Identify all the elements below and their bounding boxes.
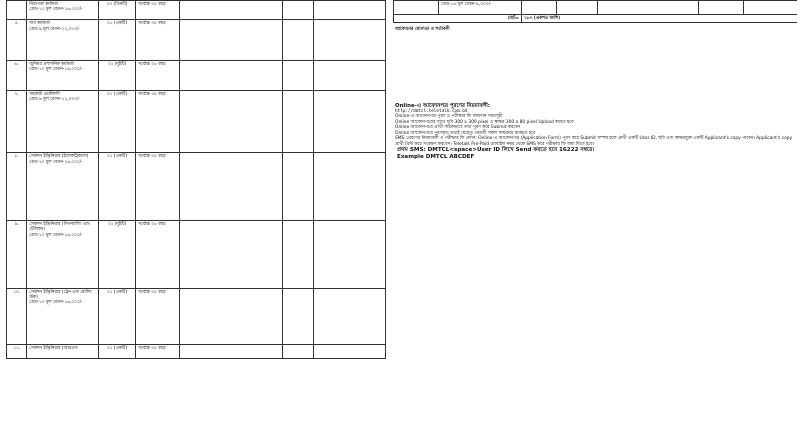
total-value: ১৮০ (একশত আশি)	[522, 14, 798, 22]
post-grade: গ্রেড-৯ মূল বেতন-২২,০০০/-	[29, 26, 80, 32]
serial-cell: ৯.	[7, 220, 27, 288]
portal-url[interactable]: http://dmtcl.teletalk.com.bd	[395, 109, 468, 115]
qualification-cell	[179, 60, 283, 90]
table-row	[7, 90, 386, 152]
serial-cell: ১১.	[7, 345, 27, 359]
quota-cell	[283, 90, 314, 152]
table-row	[7, 20, 386, 61]
count-cell: ০৩ (তিনটি)	[98, 1, 135, 20]
count-cell: ০১ (একটি)	[98, 90, 135, 152]
count-cell: ০১ (একটি)	[98, 345, 135, 359]
experience-cell	[314, 345, 386, 359]
post-grade: গ্রেড-১০ মূল বেতন-১৬,০০০/-	[29, 300, 83, 306]
post-name: সেকশন ইঞ্জিনিয়ার (ইলেকট্রিক্যাল)	[29, 154, 89, 160]
post-cell	[27, 90, 99, 152]
serial-cell: ৫.	[7, 20, 27, 61]
post-cell	[27, 1, 99, 20]
serial-cell: ৭.	[7, 90, 27, 152]
table-row	[394, 1, 798, 15]
count-cell: ০২ (দুইটি)	[98, 60, 135, 90]
quota-cell	[283, 220, 314, 288]
experience-cell	[314, 288, 386, 345]
post-grade: গ্রেড-১০ মূল বেতন-১৬,০০০/-	[29, 159, 83, 165]
experience-cell	[314, 1, 386, 20]
experience-cell	[314, 153, 386, 221]
post-grade: গ্রেড-১০ মূল বেতন-১৬,০০০/-	[29, 232, 83, 238]
post-name: সেকশন ইঞ্জিনিয়ার (ট্রেন এন্ড রোলিং স্টক)	[29, 289, 92, 300]
online-steps	[393, 114, 797, 136]
qualification-cell	[179, 90, 283, 152]
qualification-cell	[179, 1, 283, 20]
online-step: Online-এ আবেদনপত্র পূরণ ও পরীক্ষার ফি জমাদান সময়সূচী	[395, 114, 503, 120]
sms-format: প্রথম SMS: DMTCL<space>User ID লিখে Send করতে হবে 16222 নম্বরে।	[397, 146, 595, 153]
grade-text: গ্রেড-১৬ মূল বেতন-৯,৩০০/-	[441, 2, 492, 7]
post-cell	[27, 288, 99, 345]
age-limit-cell: সর্বোচ্চ ৩৫ বছর	[136, 288, 180, 345]
sms-section	[393, 136, 797, 147]
serial-cell: ৮.	[7, 153, 27, 221]
table-row	[7, 345, 386, 359]
serial-cell: ১০.	[7, 288, 27, 345]
online-step: Online আবেদনপত্রে পূরণকৃত তথ্যই যেহেতু পরবর্তী সকল কার্যক্রমে ব্যবহৃত হবে	[395, 130, 536, 136]
count-cell: ০২ (দুইটি)	[98, 220, 135, 288]
age-limit-cell: সর্বোচ্চ ৩৫ বছর	[136, 20, 180, 61]
experience-cell	[314, 90, 386, 152]
table-row	[7, 220, 386, 288]
age-limit-cell: সর্বোচ্চ ৩৫ বছর	[136, 60, 180, 90]
quota-cell	[283, 1, 314, 20]
age-limit-cell: সর্বোচ্চ ৩৫ বছর	[136, 220, 180, 288]
online-step: Online আবেদনপত্রের সাথে ছবি 300 x 300 pixel ও স্বাক্ষর 300 x 80 pixel Upload করতে হবে	[395, 119, 574, 125]
quota-cell	[283, 60, 314, 90]
sms-example: Example DMTCL ABCDEF	[397, 153, 475, 160]
serial-cell	[7, 1, 27, 20]
summary-table	[393, 0, 797, 23]
age-limit-cell: সর্বোচ্চ ৩৫ বছর	[136, 90, 180, 152]
total-row	[394, 14, 798, 22]
count-cell: ০১ (একটি)	[98, 288, 135, 345]
table-row	[7, 153, 386, 221]
table-row	[7, 60, 386, 90]
experience-cell	[314, 60, 386, 90]
conditions-list	[393, 33, 797, 103]
serial-cell: ৬.	[7, 60, 27, 90]
qualification-cell	[179, 20, 283, 61]
total-label: মোট=	[394, 14, 522, 22]
qualification-cell	[179, 153, 283, 221]
post-cell	[27, 60, 99, 90]
post-name: সেকশন ইঞ্জিনিয়ার (সিগন্যালিং এন্ড টেলিকম)	[29, 221, 90, 233]
post-cell	[27, 20, 99, 61]
age-limit-cell: সর্বোচ্চ ৩৫ বছর	[136, 153, 180, 221]
experience-cell	[314, 20, 386, 61]
posts-table-panel	[6, 0, 386, 445]
age-limit-cell: সর্বোচ্চ ৩৫ বছর	[136, 345, 180, 359]
post-cell	[27, 345, 99, 359]
post-grade: গ্রেড-১০ মূল বেতন-১৬,০০০/-	[29, 7, 83, 13]
experience-cell	[314, 220, 386, 288]
sms-heading: SMS প্রেরণের নিয়মাবলী ও পরীক্ষার ফি প্রদান: Online-এ আবেদনপত্র (Application Form) পূরণ করে Submit সম্পন্ন হলে প্রার্থী একটি User ID, ছবি এবং স্বাক্ষরযুক্ত একটি Applicant's copy পাবেন। Applicant's copy প্রার্থী প্রিন্ট করে সংরক্ষণ করবেন। Teletalk Pre-Paid মোবাইল নম্বর থেকে SMS করে পরীক্ষার ফি জমা দিতে হবে।	[395, 136, 793, 147]
posts-table	[6, 0, 386, 359]
post-grade: গ্রেড-৯ মূল বেতন-২২,০০০/-	[29, 97, 80, 103]
post-name: সেকশন ইঞ্জিনিয়ার (আরএস-	[29, 346, 79, 352]
post-cell	[27, 153, 99, 221]
quota-cell	[283, 288, 314, 345]
quota-cell	[283, 153, 314, 221]
conditions-heading: আবেদনের যোগ্যতা ও শর্তাবলী	[395, 27, 450, 33]
online-step: Online আবেদনপত্রে প্রার্থী সঠিকভাবে তথ্য পূরণ করে Submit করবেন	[395, 125, 521, 131]
post-name: সহকারী প্রকৌশলী	[29, 91, 60, 97]
qualification-cell	[179, 345, 283, 359]
age-limit-cell: সর্বোচ্চ ৩৫ বছর	[136, 1, 180, 20]
quota-cell	[283, 20, 314, 61]
quota-cell	[283, 345, 314, 359]
qualification-cell	[179, 288, 283, 345]
post-name: জুনিয়র প্রশাসনিক কর্মকর্তা	[29, 61, 75, 67]
post-name: নিরাপত্তা কর্মকর্তা	[29, 2, 59, 7]
post-grade: গ্রেড-১০ মূল বেতন-১৬,০০০/-	[29, 67, 83, 73]
qualification-cell	[179, 220, 283, 288]
post-cell	[27, 220, 99, 288]
count-cell: ০১ (একটি)	[98, 20, 135, 61]
table-row	[7, 1, 386, 20]
table-row	[7, 288, 386, 345]
count-cell: ০১ (একটি)	[98, 153, 135, 221]
post-name: অর্থ কর্মকর্তা	[29, 21, 51, 27]
instructions-panel	[393, 0, 797, 445]
online-heading: Online-এ আবেদনপত্র পূরণের নিয়মাবলী:	[395, 102, 490, 109]
